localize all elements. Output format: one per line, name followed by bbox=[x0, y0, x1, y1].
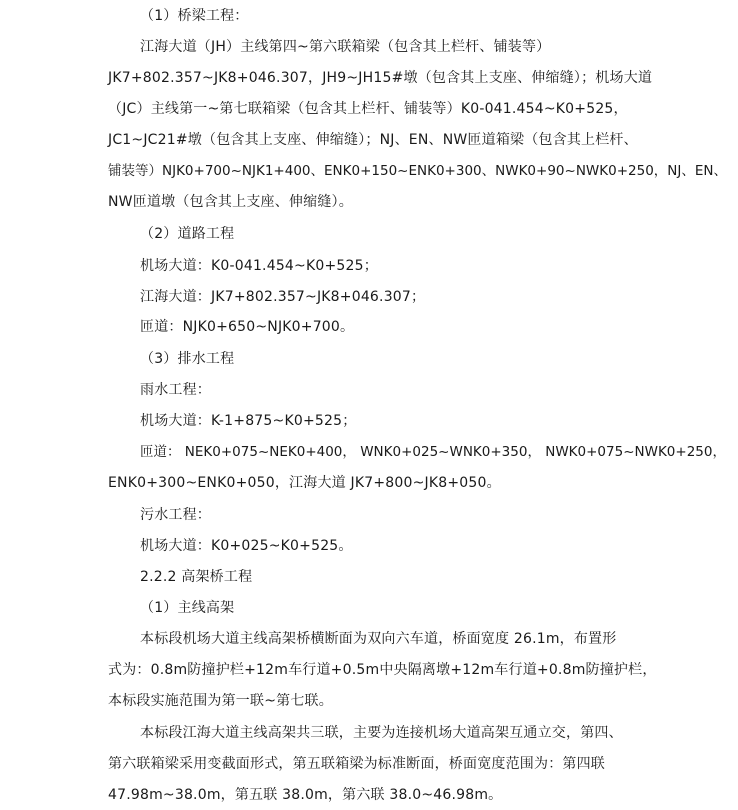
paragraph-line: 匝道： NEK0+075~NEK0+400， WNK0+025~WNK0+350， NWK0+075~NWK0+250， bbox=[140, 444, 726, 460]
paragraph-line: JC1~JC21#墩（包含其上支座、伸缩缝）；NJ、EN、NW匝道箱梁（包含其上栏杆、 bbox=[108, 132, 638, 148]
paragraph-line: 机场大道：K0+025~K0+525。 bbox=[140, 538, 353, 554]
paragraph-line: 47.98m~38.0m，第五联 38.0m，第六联 38.0~46.98m。 bbox=[108, 787, 503, 803]
heading-bridge-works: （1）桥梁工程： bbox=[140, 8, 249, 24]
section-heading-viaduct: 2.2.2 高架桥工程 bbox=[140, 569, 253, 585]
paragraph-line: 第六联箱梁采用变截面形式，第五联箱梁为标准断面，桥面宽度范围为：第四联 bbox=[108, 756, 605, 772]
subheading-sewage: 污水工程： bbox=[140, 507, 211, 523]
paragraph-line: 铺装等）NJK0+700~NJK1+400、ENK0+150~ENK0+300、NWK0+90~NWK0+250，NJ、EN、 bbox=[108, 163, 727, 179]
paragraph-line: 匝道：NJK0+650~NJK0+700。 bbox=[140, 319, 355, 335]
paragraph-line: 式为：0.8m防撞护栏+12m车行道+0.5m中央隔离墩+12m车行道+0.8m防撞护栏， bbox=[108, 662, 657, 678]
paragraph-line: NW匝道墩（包含其上支座、伸缩缝）。 bbox=[108, 194, 353, 210]
heading-main-viaduct: （1）主线高架 bbox=[140, 600, 235, 616]
heading-road-works: （2）道路工程 bbox=[140, 226, 235, 242]
paragraph-line: 机场大道：K0-041.454~K0+525； bbox=[140, 258, 378, 274]
paragraph-line: 江海大道（JH）主线第四~第六联箱梁（包含其上栏杆、铺装等） bbox=[140, 39, 551, 55]
paragraph-line: 本标段江海大道主线高架共三联，主要为连接机场大道高架互通立交，第四、 bbox=[140, 725, 623, 741]
paragraph-line: 本标段机场大道主线高架桥横断面为双向六车道，桥面宽度 26.1m，布置形 bbox=[140, 631, 617, 647]
paragraph-line: 本标段实施范围为第一联~第七联。 bbox=[108, 693, 333, 709]
paragraph-line: JK7+802.357~JK8+046.307，JH9~JH15#墩（包含其上支座、伸缩缝）；机场大道 bbox=[108, 70, 653, 86]
paragraph-line: ENK0+300~ENK0+050，江海大道 JK7+800~JK8+050。 bbox=[108, 475, 501, 491]
paragraph-line: 江海大道：JK7+802.357~JK8+046.307； bbox=[140, 289, 426, 305]
heading-drainage-works: （3）排水工程 bbox=[140, 351, 235, 367]
paragraph-line: 机场大道：K-1+875~K0+525； bbox=[140, 413, 357, 429]
paragraph-line: （JC）主线第一~第七联箱梁（包含其上栏杆、铺装等）K0-041.454~K0+525， bbox=[108, 101, 628, 117]
subheading-rainwater: 雨水工程： bbox=[140, 382, 211, 398]
